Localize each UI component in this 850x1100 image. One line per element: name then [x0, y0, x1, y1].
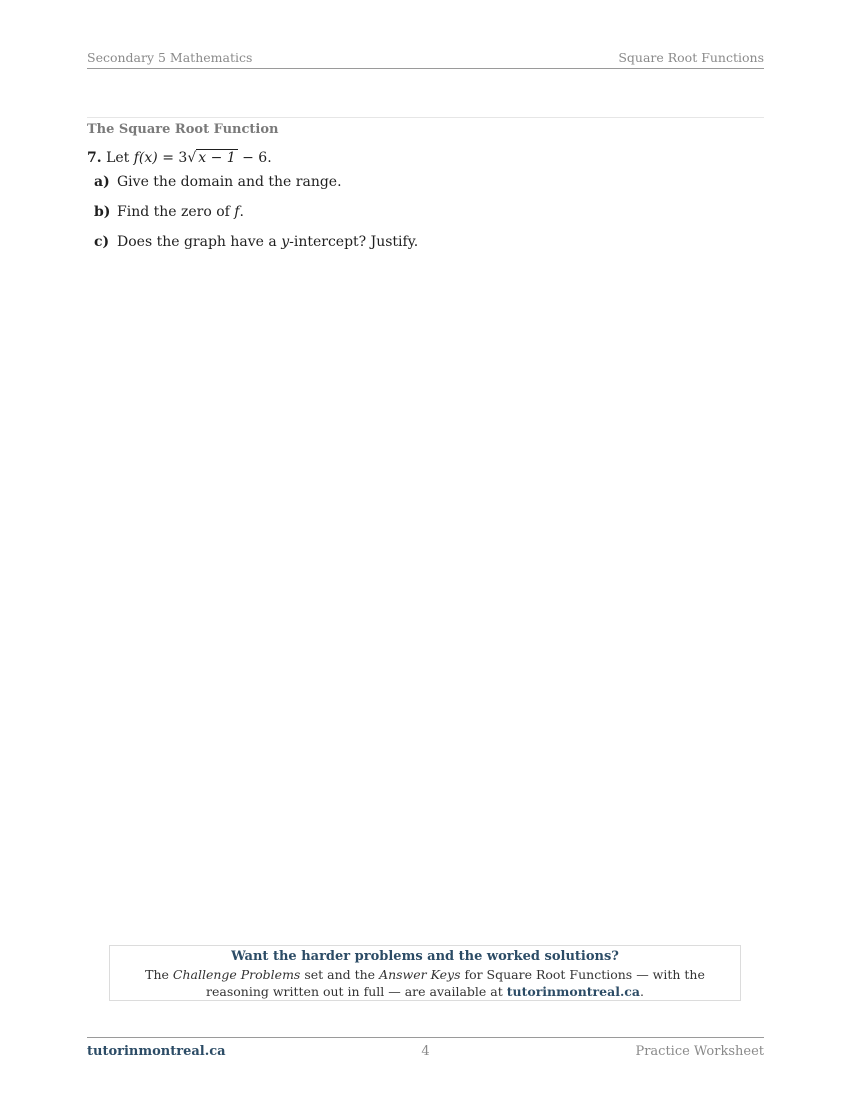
part-c [94, 234, 418, 264]
radicand: x − 1 [198, 150, 236, 166]
part-text: Give the domain and the range. [117, 174, 342, 190]
promo-text: for Square Root Functions — with the reasoning written out in full — are available at [206, 967, 705, 999]
section-divider [87, 117, 764, 118]
problem-statement [87, 150, 272, 166]
promo-emphasis: Answer Keys [379, 967, 461, 982]
part-text-end: -intercept? Justify. [289, 234, 419, 250]
part-text [117, 234, 418, 250]
problem-number: 7. [87, 150, 102, 166]
part-label: a) [94, 174, 110, 190]
part-variable: y [281, 234, 290, 250]
part-text [117, 204, 244, 220]
promo-text: set and the [300, 967, 380, 982]
promo-link[interactable]: tutorinmontreal.ca [506, 984, 641, 999]
part-label: b) [94, 204, 111, 220]
promo-text: . [640, 984, 644, 999]
problem-parts [94, 174, 418, 264]
part-label: c) [94, 234, 110, 250]
promo-body [110, 964, 740, 1000]
function-coefficient: = 3 [157, 150, 188, 166]
promo-emphasis: Challenge Problems [172, 967, 301, 982]
function-tail: − 6. [237, 150, 272, 166]
page-header [87, 50, 764, 69]
promo-text: The [145, 967, 173, 982]
footer-site-link[interactable]: tutorinmontreal.ca [87, 1044, 226, 1059]
page-number: 4 [421, 1044, 430, 1059]
footer-doc-type: Practice Worksheet [635, 1044, 764, 1059]
page-footer [87, 1037, 764, 1059]
header-topic: Square Root Functions [618, 50, 764, 65]
section-title: The Square Root Function [87, 122, 279, 137]
part-b [94, 204, 418, 234]
part-text-lead: Find the zero of [117, 204, 235, 220]
part-text-end: . [239, 204, 244, 220]
header-course: Secondary 5 Mathematics [87, 50, 253, 65]
function-name: f(x) [133, 150, 158, 166]
promo-title: Want the harder problems and the worked solutions? [231, 949, 619, 964]
part-text-lead: Does the graph have a [117, 234, 282, 250]
part-a [94, 174, 418, 204]
radical-sign: √ [187, 150, 197, 166]
part-variable: f [234, 204, 240, 220]
square-root-expression [187, 150, 237, 166]
promo-box [109, 945, 741, 1001]
problem-lead: Let [106, 150, 134, 166]
